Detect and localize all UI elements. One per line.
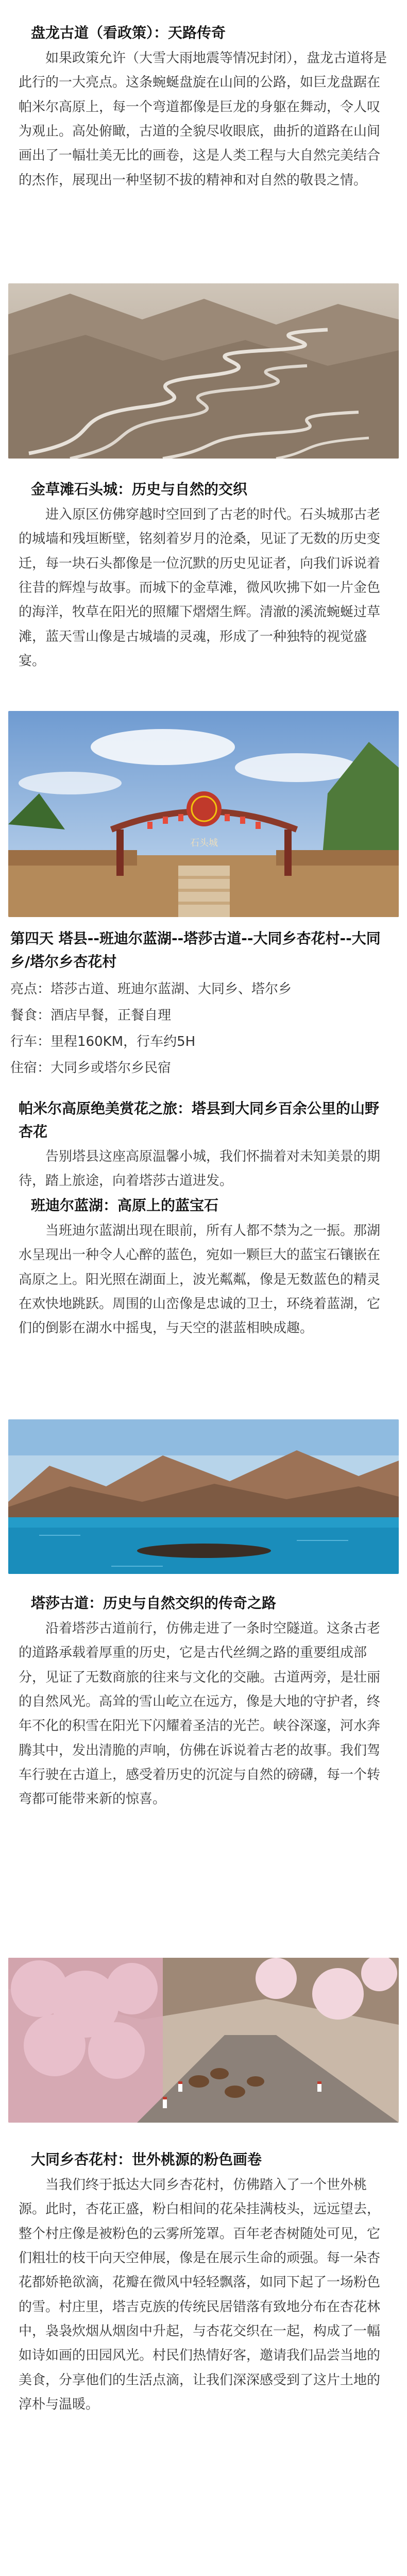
day-four-highlights: 亮点：塔莎古道、班迪尔蓝湖、大同乡、塔尔乡: [10, 981, 292, 997]
apricot-blossom-road-photo: [8, 1958, 399, 2123]
section-title-stone-city: 金草滩石头城：历史与自然的交织: [31, 481, 248, 498]
section-title-apricot-tour: 帕米尔高原绝美赏花之旅：塔县到大同乡百余公里的山野杏花: [19, 1100, 380, 1140]
section-title-panlong: 盘龙古道（看政策）：天路传奇: [31, 24, 226, 41]
stone-city-gate-photo: [8, 711, 399, 917]
day-four-driving: 行车：里程160KM，行车约5H: [10, 1034, 196, 1049]
section-title-datong-village: 大同乡杏花村：世外桃源的粉色画卷: [31, 2151, 262, 2168]
section-body-panlong: 如果政策允许（大雪大雨地震等情况封闭），盘龙古道将是此行的一大亮点。这条蜿蜒盘旋在山间的公路，如巨龙盘踞在帕米尔高原上，每一个弯道都像是巨龙的身躯在舞动，令人叹为观止。高处俯瞰，古道的全貌尽收眼底，曲折的道路在山间画出了一幅壮美无比的画卷，这是人类工程与大自然完美结合的杰作，展现出一种坚韧不拔的精神和对自然的敬畏之情。: [19, 50, 387, 188]
section-body-tasha-road: 沿着塔莎古道前行，仿佛走进了一条时空隧道。这条古老的道路承载着厚重的历史，它是古代丝绸之路的重要组成部分，见证了无数商旅的往来与文化的交融。古道两旁，是壮丽的自然风光。高耸的雪山屹立在远方，像是大地的守护者，终年不化的积雪在阳光下闪耀着圣洁的光芒。峡谷深邃，河水奔腾其中，发出清脆的声响，仿佛在诉说着古老的故事。我们驾车行驶在古道上，感受着历史的沉淀与自然的磅礴，每一个转弯都可能带来新的惊喜。: [19, 1621, 381, 1807]
section-body-apricot-tour: 告别塔县这座高原温馨小城，我们怀揣着对未知美景的期待，踏上旅途，向着塔莎古道进发。: [19, 1149, 381, 1189]
mountain-road-photo: [8, 283, 399, 459]
day-four-title: 第四天 塔县--班迪尔蓝湖--塔莎古道--大同乡杏花村--大同乡/塔尔乡杏花村: [10, 930, 381, 970]
section-body-datong-village: 当我们终于抵达大同乡杏花村，仿佛踏入了一个世外桃源。此时，杏花正盛，粉白相间的花朵挂满枝头，远远望去，整个村庄像是被粉色的云雾所笼罩。百年老杏树随处可见，它们粗壮的枝干向天空伸展，像是在展示生命的顽强。每一朵杏花都娇艳欲滴，花瓣在微风中轻轻飘落，如同下起了一场粉色的雪。村庄里，塔吉克族的传统民居错落有致地分布在杏花林中，袅袅炊烟从烟囱中升起，与杏花交织在一起，构成了一幅如诗如画的田园风光。村民们热情好客，邀请我们品尝当地的美食，分享他们的生活点滴，让我们深深感受到了这片土地的淳朴与温暖。: [19, 2177, 381, 2412]
day-four-meals: 餐食：酒店早餐，正餐自理: [10, 1008, 172, 1023]
blue-lake-photo: [8, 1419, 399, 1574]
section-title-tasha-road: 塔莎古道：历史与自然交织的传奇之路: [31, 1595, 277, 1612]
section-body-blue-lake: 当班迪尔蓝湖出现在眼前，所有人都不禁为之一振。那湖水呈现出一种令人心醉的蓝色，宛如一颗巨大的蓝宝石镶嵌在高原之上。阳光照在湖面上，波光粼粼，像是无数蓝色的精灵在欢快地跳跃。周围的山峦像是忠诚的卫士，环绕着蓝湖，它们的倒影在湖水中摇曳，与天空的湛蓝相映成趣。: [19, 1223, 381, 1336]
section-body-stone-city: 进入原区仿佛穿越时空回到了古老的时代。石头城那古老的城墙和残垣断壁，铭刻着岁月的沧桑，见证了无数的历史变迁，每一块石头都像是一位沉默的历史见证者，向我们诉说着往昔的辉煌与故事。而城下的金草滩，微风吹拂下如一片金色的海洋，牧草在阳光的照耀下熠熠生辉。清澈的溪流蜿蜒过草滩，蓝天雪山像是古城墙的灵魂，形成了一种独特的视觉盛宴。: [19, 507, 381, 669]
gate-sign-text: 石头城: [190, 838, 218, 849]
section-title-blue-lake: 班迪尔蓝湖：高原上的蓝宝石: [31, 1197, 219, 1214]
day-four-lodging: 住宿：大同乡或塔尔乡民宿: [10, 1060, 172, 1076]
